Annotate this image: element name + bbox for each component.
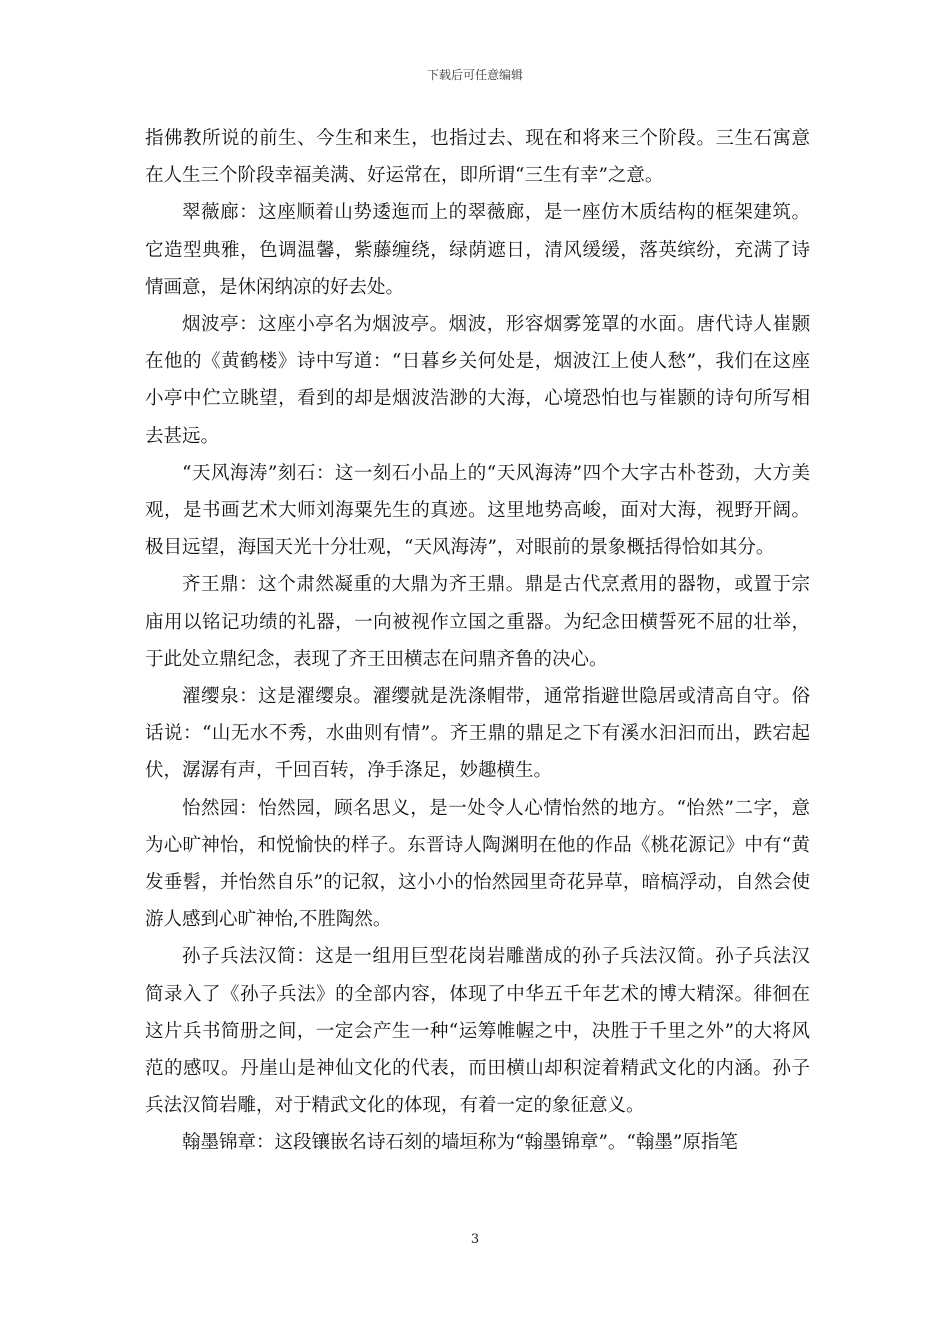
page-header: 下载后可任意编辑 xyxy=(426,68,523,82)
paragraph: 烟波亭：这座小亭名为烟波亭。烟波，形容烟雾笼罩的水面。唐代诗人崔颢在他的《黄鹤楼》诗中写道：“日暮乡关何处是，烟波江上使人愁”，我们在这座小亭中伫立眺望，看到的却是烟波浩渺的大海，心境恐怕也与崔颢的诗句所写相去甚远。 xyxy=(145,314,810,447)
document-body xyxy=(145,120,810,1162)
paragraph: “天风海涛”刻石：这一刻石小品上的“天风海涛”四个大字古朴苍劲，大方美观，是书画艺术大师刘海粟先生的真迹。这里地势高峻，面对大海，视野开阔。极目远望，海国天光十分壮观，“天风海涛”，对眼前的景象概括得恰如其分。 xyxy=(145,462,810,559)
paragraph: 齐王鼎：这个肃然凝重的大鼎为齐王鼎。鼎是古代烹煮用的器物，或置于宗庙用以铭记功绩的礼器，一向被视作立国之重器。为纪念田横誓死不屈的壮举，于此处立鼎纪念，表现了齐王田横志在问鼎齐鲁的决心。 xyxy=(145,574,810,670)
paragraph: 翰墨锦章：这段镶嵌名诗石刻的墙垣称为“翰墨锦章”。“翰墨”原指笔 xyxy=(182,1132,738,1154)
paragraph: 濯缨泉：这是濯缨泉。濯缨就是洗涤帽带，通常指避世隐居或清高自守。俗话说：“山无水不秀，水曲则有情”。齐王鼎的鼎足之下有溪水汩汩而出，跌宕起伏，潺潺有声，千回百转，净手涤足，妙趣横生。 xyxy=(145,686,810,782)
paragraph: 翠薇廊：这座顺着山势逶迤而上的翠薇廊，是一座仿木质结构的框架建筑。它造型典雅，色调温馨，紫藤缠绕，绿荫遮日，清风缓缓，落英缤纷，充满了诗情画意，是休闲纳凉的好去处。 xyxy=(145,202,810,298)
paragraph: 怡然园：怡然园，顾名思义，是一处令人心情怡然的地方。“怡然”二字，意为心旷神怡，和悦愉快的样子。东晋诗人陶渊明在他的作品《桃花源记》中有“黄发垂髫，并怡然自乐”的记叙，这小小的怡然园里奇花异草，暗槁浮动，自然会使游人感到心旷神怡,不胜陶然。 xyxy=(145,797,810,931)
page-number: 3 xyxy=(470,1232,480,1247)
paragraph: 孙子兵法汉简：这是一组用巨型花岗岩雕凿成的孙子兵法汉简。孙子兵法汉简录入了《孙子兵法》的全部内容，体现了中华五千年艺术的博大精深。徘徊在这片兵书简册之间，一定会产生一种“运筹帷幄之中，决胜于千里之外”的大将风范的感叹。丹崖山是神仙文化的代表，而田横山却积淀着精武文化的内涵。孙子兵法汉简岩雕，对于精武文化的体现，有着一定的象征意义。 xyxy=(145,946,810,1117)
paragraph: 指佛教所说的前生、今生和来生，也指过去、现在和将来三个阶段。三生石寓意在人生三个阶段幸福美满、好运常在，即所谓“三生有幸”之意。 xyxy=(145,128,810,187)
